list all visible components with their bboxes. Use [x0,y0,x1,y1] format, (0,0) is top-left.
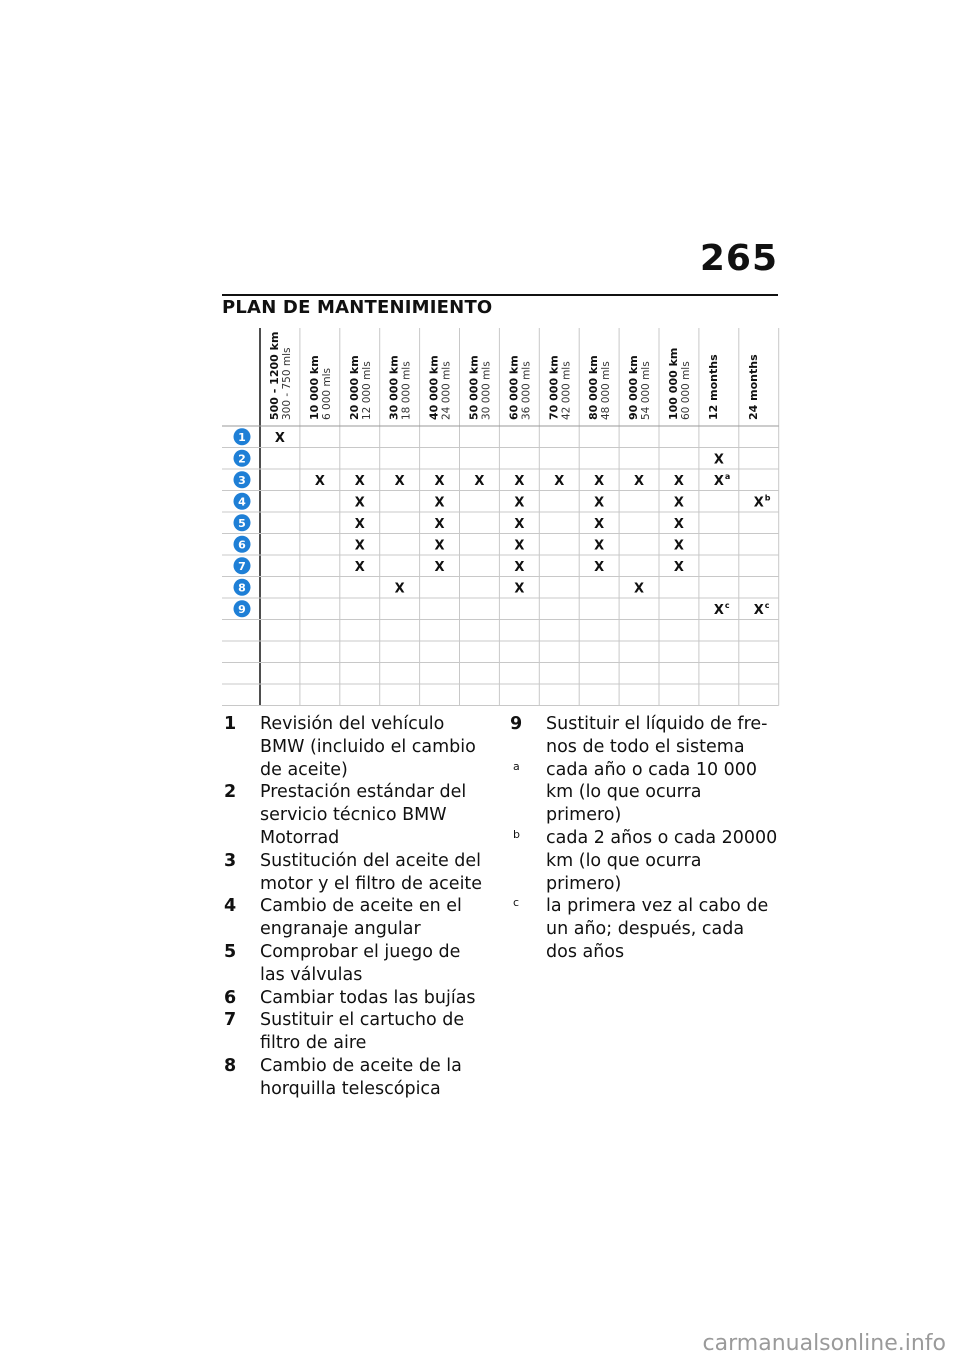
schedule-mark: X [354,559,365,575]
row-number-label: 3 [238,473,246,487]
schedule-mark: X [354,538,365,554]
legend-item [510,759,778,827]
column-header-secondary: 300 - 750 mls [280,347,293,420]
column-header-primary: 10 000 km [307,355,321,420]
schedule-mark: X [634,581,645,597]
schedule-mark: X [594,538,605,554]
legend-right-column [510,713,778,964]
schedule-mark: X [274,430,285,446]
column-header-secondary: 12 000 mls [360,361,373,420]
watermark: carmanualsonline.info [702,1331,946,1356]
maintenance-schedule-table [222,326,778,706]
schedule-mark: X [594,559,605,575]
schedule-mark: X [314,473,325,489]
legend-key: 4 [224,896,237,917]
footnote-marker: c [724,600,730,610]
legend-text: la primera vez al cabo de un año; después, cada dos años [546,896,769,962]
legend-key: 9 [510,714,523,734]
legend-item [224,895,486,941]
legend-key: 6 [224,987,237,1008]
legend-text: Sustituir el líquido de fre-nos de todo el sistema [546,714,768,757]
legend-text: Cambio de aceite de la horquilla telescópica [260,1055,462,1099]
legend-item [510,713,778,759]
column-header-secondary: 42 000 mls [560,361,573,420]
schedule-mark: X [514,538,525,554]
schedule-mark: X [713,452,724,468]
schedule-mark: X [354,495,365,511]
schedule-mark: X [434,559,445,575]
schedule-mark: X [753,495,764,511]
schedule-mark: X [514,581,525,597]
schedule-mark: X [673,495,684,511]
schedule-mark: X [354,516,365,532]
column-header-primary: 20 000 km [347,355,361,420]
schedule-mark: X [753,602,764,618]
legend-text: Prestación estándar del servicio técnico BMW Motorrad [260,782,467,848]
legend-item [224,1009,486,1055]
row-number-label: 9 [238,602,246,616]
column-header-primary: 70 000 km [547,355,561,420]
row-number-label: 1 [238,430,246,444]
legend-text: Comprobar el juego de las válvulas [260,941,461,985]
section-title: PLAN DE MANTENIMIENTO [222,297,493,318]
column-header-secondary: 54 000 mls [640,361,653,420]
column-header-primary: 90 000 km [627,355,641,420]
schedule-mark: X [713,602,724,618]
legend-item [224,713,486,781]
row-number-label: 8 [238,581,246,595]
column-header-secondary: 48 000 mls [600,361,613,420]
legend-item [224,941,486,987]
footnote-key: b [513,827,520,841]
legend-text: Revisión del vehículo BMW (incluido el cambio de aceite) [260,714,476,780]
schedule-mark: X [394,581,405,597]
footnote-marker: b [764,493,771,503]
column-header-primary: 30 000 km [387,355,401,420]
legend-key: 3 [224,850,237,871]
schedule-mark: X [673,473,684,489]
column-header-primary: 80 000 km [587,355,601,420]
row-number-label: 5 [238,516,246,530]
column-header-primary: 60 000 km [507,355,521,420]
legend-left-column [224,713,486,1101]
schedule-mark: X [713,473,724,489]
column-header-primary: 500 - 1200 km [267,331,281,420]
schedule-mark: X [594,516,605,532]
legend-item [224,987,486,1010]
row-number-label: 4 [238,495,246,509]
legend-text: Cambiar todas las bujías [260,987,476,1008]
column-header-primary: 12 months [706,354,720,420]
legend-key: 7 [224,1010,237,1031]
column-header-secondary: 6 000 mls [320,367,333,420]
schedule-mark: X [594,473,605,489]
column-header-primary: 24 months [746,354,760,420]
legend-item [510,895,778,963]
schedule-mark: X [514,559,525,575]
legend-item [224,1055,486,1101]
footnote-key: c [513,896,520,910]
schedule-mark: X [554,473,565,489]
column-header-secondary: 36 000 mls [520,361,533,420]
schedule-mark: X [673,559,684,575]
column-header-primary: 100 000 km [666,347,680,420]
legend-item [224,781,486,849]
row-number-label: 7 [238,559,246,573]
schedule-mark: X [594,495,605,511]
schedule-mark: X [474,473,485,489]
schedule-mark: X [434,495,445,511]
legend-key: 1 [224,714,237,734]
header-rule [222,294,778,296]
column-header-secondary: 30 000 mls [480,361,493,420]
footnote-marker: a [724,471,731,481]
legend-key: 5 [224,941,237,962]
legend-key: 2 [224,782,237,803]
legend-text: Cambio de aceite en el engranaje angular [260,896,462,940]
schedule-mark: X [673,538,684,554]
legend-text: cada 2 años o cada 20000 km (lo que ocurra primero) [546,827,778,894]
column-header-secondary: 60 000 mls [679,361,692,420]
column-header-secondary: 18 000 mls [400,361,413,420]
schedule-mark: X [434,516,445,532]
schedule-mark: X [634,473,645,489]
schedule-mark: X [354,473,365,489]
footnote-key: a [513,759,520,773]
page-number: 265 [699,238,778,279]
schedule-mark: X [394,473,405,489]
schedule-mark: X [673,516,684,532]
schedule-mark: X [514,516,525,532]
column-header-primary: 40 000 km [427,355,441,420]
schedule-mark: X [434,538,445,554]
column-header-primary: 50 000 km [467,355,481,420]
legend-text: Sustitución del aceite del motor y el filtro de aceite [260,850,483,894]
column-header-secondary: 24 000 mls [440,361,453,420]
footnote-marker: c [764,600,770,610]
schedule-mark: X [434,473,445,489]
legend-item [224,850,486,896]
legend-item [510,827,778,895]
schedule-mark: X [514,495,525,511]
legend-text: cada año o cada 10 000 km (lo que ocurra primero) [546,759,758,826]
legend-key: 8 [224,1055,237,1076]
row-number-label: 6 [238,538,246,552]
schedule-mark: X [514,473,525,489]
legend-text: Sustituir el cartucho de filtro de aire [260,1010,465,1054]
row-number-label: 2 [238,452,246,466]
